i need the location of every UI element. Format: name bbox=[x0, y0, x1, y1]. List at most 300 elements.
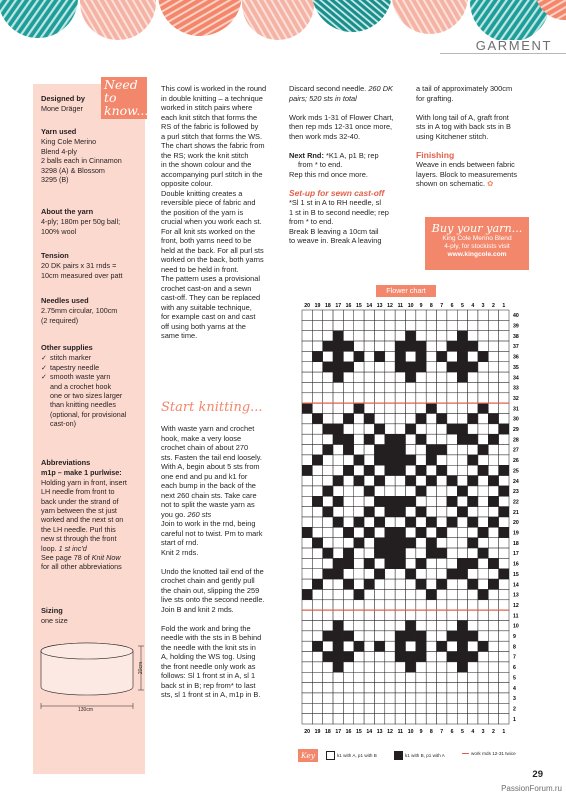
flower-chart bbox=[294, 297, 530, 749]
chart-cell bbox=[457, 703, 467, 713]
chart-cell bbox=[374, 331, 384, 341]
chart-cell bbox=[488, 558, 498, 568]
chart-cell bbox=[488, 652, 498, 662]
column-label: 11 bbox=[397, 303, 404, 309]
chart-cell bbox=[447, 652, 457, 662]
chart-cell bbox=[437, 527, 447, 537]
chart-cell bbox=[385, 476, 395, 486]
chart-cell bbox=[364, 393, 374, 403]
chart-cell bbox=[323, 714, 333, 724]
chart-cell bbox=[312, 693, 322, 703]
chart-cell bbox=[468, 310, 478, 320]
chart-cell bbox=[447, 558, 457, 568]
chart-cell bbox=[364, 621, 374, 631]
row-label: 28 bbox=[513, 437, 519, 444]
chart-cell bbox=[354, 476, 364, 486]
chart-cell bbox=[395, 341, 405, 351]
chart-cell bbox=[374, 476, 384, 486]
chart-cell bbox=[447, 672, 457, 682]
chart-cell bbox=[499, 476, 509, 486]
chart-cell bbox=[323, 579, 333, 589]
chart-cell bbox=[447, 631, 457, 641]
chart-cell bbox=[406, 569, 416, 579]
chart-cell bbox=[354, 403, 364, 413]
chart-cell bbox=[354, 331, 364, 341]
chart-cell bbox=[364, 362, 374, 372]
chart-cell bbox=[426, 672, 436, 682]
chart-cell bbox=[426, 693, 436, 703]
chart-cell bbox=[447, 414, 457, 424]
chart-cell bbox=[364, 672, 374, 682]
chart-cell bbox=[333, 476, 343, 486]
stockist-link[interactable]: www.kingcole.com bbox=[447, 251, 507, 258]
chart-cell bbox=[364, 641, 374, 651]
chart-cell bbox=[385, 331, 395, 341]
chart-cell bbox=[374, 496, 384, 506]
yarn-line: Blend 4-ply bbox=[41, 146, 77, 156]
chart-cell bbox=[312, 486, 322, 496]
chart-cell bbox=[416, 527, 426, 537]
chart-cell bbox=[406, 703, 416, 713]
chart-cell bbox=[447, 382, 457, 392]
text-line: Double knitting creates a bbox=[161, 188, 243, 198]
chart-cell bbox=[437, 496, 447, 506]
chart-cell bbox=[426, 414, 436, 424]
chart-cell bbox=[333, 569, 343, 579]
text-line: Undo the knotted tail end of the bbox=[161, 566, 264, 576]
chart-cell bbox=[323, 600, 333, 610]
chart-cell bbox=[354, 662, 364, 672]
chart-cell bbox=[478, 445, 488, 455]
chart-cell bbox=[437, 683, 447, 693]
text-line: reversible piece of fabric and bbox=[161, 198, 256, 207]
supply-label: smooth waste yarn bbox=[50, 372, 111, 382]
chart-cell bbox=[468, 558, 478, 568]
abbrev-result: 1 st inc'd bbox=[58, 543, 87, 553]
chart-cell bbox=[488, 631, 498, 641]
chart-cell bbox=[457, 548, 467, 558]
chart-cell bbox=[468, 496, 478, 506]
chart-cell bbox=[364, 538, 374, 548]
chart-cell bbox=[457, 445, 467, 455]
chart-cell bbox=[478, 558, 488, 568]
chart-cell bbox=[333, 714, 343, 724]
designer-name: Mone Dräger bbox=[41, 104, 83, 114]
chart-cell bbox=[499, 496, 509, 506]
text-line: to weave in. Break A leaving bbox=[289, 236, 382, 245]
chart-cell bbox=[488, 507, 498, 517]
text-line bbox=[289, 151, 415, 161]
chart-cell bbox=[426, 569, 436, 579]
chart-cell bbox=[468, 641, 478, 651]
chart-cell bbox=[312, 351, 322, 361]
chart-cell bbox=[374, 589, 384, 599]
chart-cell bbox=[364, 434, 374, 444]
chart-cell bbox=[395, 403, 405, 413]
chart-cell bbox=[406, 320, 416, 330]
chart-cell bbox=[488, 382, 498, 392]
chart-cell bbox=[395, 569, 405, 579]
about-line: 100% wool bbox=[41, 226, 77, 236]
chart-cell bbox=[302, 714, 312, 724]
chart-cell bbox=[499, 610, 509, 620]
chart-cell bbox=[457, 517, 467, 527]
chart-cell bbox=[385, 507, 395, 517]
chart-cell bbox=[312, 403, 322, 413]
row-label: 13 bbox=[513, 592, 519, 599]
chart-cell bbox=[406, 362, 416, 372]
chart-cell bbox=[395, 589, 405, 599]
chart-cell bbox=[488, 662, 498, 672]
chart-cell bbox=[364, 683, 374, 693]
chart-cell bbox=[437, 476, 447, 486]
chart-cell bbox=[468, 424, 478, 434]
chart-cell bbox=[426, 465, 436, 475]
chart-cell bbox=[395, 455, 405, 465]
chart-cell bbox=[478, 527, 488, 537]
text-line: the position of the yarn is bbox=[161, 207, 244, 217]
chart-cell bbox=[354, 527, 364, 537]
chart-cell bbox=[364, 714, 374, 724]
text-line: RS of the fabric is followed by bbox=[161, 122, 259, 131]
chart-cell bbox=[302, 579, 312, 589]
chart-cell bbox=[343, 579, 353, 589]
chart-cell bbox=[488, 465, 498, 475]
chart-cell bbox=[468, 703, 478, 713]
flower-icon: ✿ bbox=[487, 179, 494, 188]
chart-cell bbox=[333, 600, 343, 610]
other-supplies bbox=[41, 343, 145, 429]
chart-cell bbox=[302, 527, 312, 537]
chart-cell bbox=[468, 683, 478, 693]
column-label: 15 bbox=[356, 729, 362, 735]
chart-cell bbox=[499, 434, 509, 444]
chart-cell bbox=[437, 548, 447, 558]
chart-cell bbox=[395, 714, 405, 724]
supply-label: tapestry needle bbox=[50, 362, 100, 372]
text-line: cast-off. They can be replaced bbox=[161, 293, 261, 302]
chart-cell bbox=[488, 486, 498, 496]
column-label: 9 bbox=[419, 303, 423, 309]
chart-cell bbox=[395, 517, 405, 527]
chart-cell bbox=[478, 372, 488, 382]
row-label: 7 bbox=[513, 654, 516, 661]
chart-cell bbox=[406, 403, 416, 413]
chart-cell bbox=[312, 589, 322, 599]
chart-cell bbox=[447, 341, 457, 351]
chart-cell bbox=[374, 703, 384, 713]
chart-cell bbox=[312, 341, 322, 351]
chart-cell bbox=[385, 382, 395, 392]
chart-cell bbox=[416, 600, 426, 610]
chart-cell bbox=[354, 320, 364, 330]
chart-cell bbox=[333, 382, 343, 392]
chart-cell bbox=[468, 362, 478, 372]
chart-cell bbox=[333, 662, 343, 672]
chart-cell bbox=[457, 496, 467, 506]
chart-cell bbox=[478, 403, 488, 413]
chart-cell bbox=[333, 351, 343, 361]
chart-cell bbox=[343, 600, 353, 610]
chart-cell bbox=[302, 486, 312, 496]
chart-cell bbox=[323, 558, 333, 568]
chart-cell bbox=[499, 320, 509, 330]
chart-cell bbox=[457, 434, 467, 444]
chart-cell bbox=[426, 517, 436, 527]
chart-cell bbox=[406, 548, 416, 558]
chart-cell bbox=[323, 351, 333, 361]
chart-cell bbox=[374, 362, 384, 372]
text-line: in double knitting – a technique bbox=[161, 93, 263, 103]
chart-cell bbox=[343, 393, 353, 403]
chart-cell bbox=[478, 662, 488, 672]
key-label: k1 with B, p1 with A bbox=[405, 753, 445, 758]
row-label: 31 bbox=[513, 406, 519, 413]
chart-cell bbox=[354, 589, 364, 599]
abbrev-loop: loop. bbox=[41, 543, 57, 553]
chart-cell bbox=[385, 621, 395, 631]
chart-cell bbox=[406, 331, 416, 341]
chart-cell bbox=[323, 672, 333, 682]
chart-cell bbox=[406, 558, 416, 568]
supply-item bbox=[41, 353, 145, 362]
chart-cell bbox=[437, 672, 447, 682]
chart-cell bbox=[406, 693, 416, 703]
chart-cell bbox=[426, 476, 436, 486]
chart-cell bbox=[468, 538, 478, 548]
chart-cell bbox=[468, 652, 478, 662]
chart-cell bbox=[374, 320, 384, 330]
chart-cell bbox=[488, 331, 498, 341]
chart-cell bbox=[468, 631, 478, 641]
chart-cell bbox=[343, 424, 353, 434]
chart-cell bbox=[416, 341, 426, 351]
chart-cell bbox=[437, 652, 447, 662]
chart-cell bbox=[302, 507, 312, 517]
row-label: 15 bbox=[513, 571, 519, 578]
chart-cell bbox=[416, 465, 426, 475]
supply-extra: cast-on) bbox=[50, 419, 76, 429]
schematic-width: 130cm bbox=[78, 707, 94, 713]
text-line: Fold the work and bring the bbox=[161, 623, 251, 633]
text-line: follows: Sl 1 front st in A, sl 1 bbox=[161, 671, 256, 680]
chart-cell bbox=[457, 600, 467, 610]
chart-cell bbox=[395, 548, 405, 558]
chart-cell bbox=[374, 652, 384, 662]
chart-cell bbox=[488, 403, 498, 413]
chart-cell bbox=[447, 517, 457, 527]
chart-cell bbox=[416, 445, 426, 455]
section-tag: GARMENT bbox=[475, 38, 552, 53]
chart-cell bbox=[416, 631, 426, 641]
chart-cell bbox=[488, 641, 498, 651]
column-label: 6 bbox=[450, 729, 454, 735]
chart-cell bbox=[488, 548, 498, 558]
text-line: the front needle only work as bbox=[161, 661, 256, 671]
chart-cell bbox=[333, 372, 343, 382]
text-line: crochet chain of about 270 bbox=[161, 443, 249, 452]
chart-cell bbox=[302, 558, 312, 568]
chart-cell bbox=[385, 714, 395, 724]
chart-cell bbox=[437, 621, 447, 631]
chart-cell bbox=[385, 455, 395, 465]
chart-cell bbox=[447, 589, 457, 599]
chart-cell bbox=[312, 714, 322, 724]
row-label: 38 bbox=[513, 333, 519, 340]
chart-cell bbox=[499, 455, 509, 465]
chart-cell bbox=[499, 382, 509, 392]
chart-cell bbox=[385, 558, 395, 568]
chart-cell bbox=[364, 382, 374, 392]
row-label: 9 bbox=[513, 634, 516, 641]
chart-cell bbox=[416, 558, 426, 568]
schematic-height: 20cm bbox=[138, 661, 145, 675]
chart-cell bbox=[468, 351, 478, 361]
chart-cell bbox=[488, 714, 498, 724]
chart-cell bbox=[333, 445, 343, 455]
chart-cell bbox=[499, 589, 509, 599]
chart-cell bbox=[478, 362, 488, 372]
chart-cell bbox=[426, 683, 436, 693]
chart-cell bbox=[302, 631, 312, 641]
row-label: 20 bbox=[513, 520, 519, 527]
chart-cell bbox=[499, 507, 509, 517]
chart-cell bbox=[333, 517, 343, 527]
chart-cell bbox=[302, 424, 312, 434]
chart-cell bbox=[354, 652, 364, 662]
chart-cell bbox=[447, 434, 457, 444]
chart-cell bbox=[343, 693, 353, 703]
column-label: 8 bbox=[429, 729, 433, 735]
chart-cell bbox=[354, 445, 364, 455]
chart-cell bbox=[447, 527, 457, 537]
chart-cell bbox=[343, 558, 353, 568]
chart-cell bbox=[499, 362, 509, 372]
chart-cell bbox=[374, 527, 384, 537]
sizing-heading: Sizing bbox=[41, 606, 63, 615]
chart-cell bbox=[457, 714, 467, 724]
chart-cell bbox=[437, 445, 447, 455]
chart-cell bbox=[426, 341, 436, 351]
chart-cell bbox=[406, 672, 416, 682]
chart-cell bbox=[499, 548, 509, 558]
chart-cell bbox=[302, 310, 312, 320]
chart-cell bbox=[323, 455, 333, 465]
text-line: a purl stitch that forms the WS. bbox=[161, 131, 263, 141]
chart-cell bbox=[323, 465, 333, 475]
chart-cell bbox=[457, 652, 467, 662]
chart-cell bbox=[312, 372, 322, 382]
row-label: 4 bbox=[513, 685, 516, 692]
text-line: from * to end. bbox=[289, 217, 334, 226]
chart-cell bbox=[447, 393, 457, 403]
chart-cell bbox=[302, 320, 312, 330]
chart-cell bbox=[447, 600, 457, 610]
chart-cell bbox=[406, 434, 416, 444]
chart-cell bbox=[354, 362, 364, 372]
chart-cell bbox=[395, 527, 405, 537]
chart-cell bbox=[406, 631, 416, 641]
chart-cell bbox=[468, 548, 478, 558]
chart-cell bbox=[364, 589, 374, 599]
pair-count: 260 DK bbox=[368, 84, 393, 93]
row-label: 33 bbox=[513, 385, 519, 392]
chart-cell bbox=[374, 434, 384, 444]
chart-cell bbox=[385, 496, 395, 506]
chart-cell bbox=[374, 372, 384, 382]
chart-cell bbox=[457, 507, 467, 517]
chart-cell bbox=[302, 496, 312, 506]
chart-cell bbox=[323, 610, 333, 620]
chart-cell bbox=[426, 486, 436, 496]
sizing bbox=[41, 606, 145, 626]
chart-cell bbox=[385, 672, 395, 682]
chart-key bbox=[298, 749, 530, 763]
chart-cell bbox=[333, 486, 343, 496]
chart-cell bbox=[364, 341, 374, 351]
chart-cell bbox=[374, 507, 384, 517]
chart-cell bbox=[447, 621, 457, 631]
chart-cell bbox=[333, 683, 343, 693]
chart-cell bbox=[312, 517, 322, 527]
yarn-used-heading: Yarn used bbox=[41, 127, 77, 136]
chart-cell bbox=[395, 362, 405, 372]
repeat-line-icon bbox=[462, 753, 469, 754]
chart-cell bbox=[478, 455, 488, 465]
text-line: the needle with the knit sts in bbox=[161, 642, 256, 652]
chart-cell bbox=[354, 610, 364, 620]
chart-cell bbox=[437, 455, 447, 465]
chart-cell bbox=[323, 372, 333, 382]
chart-cell bbox=[468, 465, 478, 475]
text-line: Work mds 1-31 of Flower Chart, bbox=[289, 112, 394, 122]
chart-cell bbox=[395, 662, 405, 672]
chart-cell bbox=[385, 393, 395, 403]
chart-cell bbox=[385, 703, 395, 713]
chart-cell bbox=[364, 569, 374, 579]
column-start bbox=[161, 424, 285, 700]
chart-cell bbox=[323, 517, 333, 527]
chart-cell bbox=[406, 455, 416, 465]
chart-cell bbox=[416, 548, 426, 558]
chart-cell bbox=[312, 600, 322, 610]
chart-cell bbox=[488, 703, 498, 713]
chart-cell bbox=[426, 310, 436, 320]
chart-cell bbox=[354, 714, 364, 724]
chart-cell bbox=[437, 362, 447, 372]
chart-cell bbox=[457, 331, 467, 341]
chart-cell bbox=[343, 548, 353, 558]
watermark: PassionForum.ru bbox=[501, 784, 562, 793]
chart-cell bbox=[374, 393, 384, 403]
chart-cell bbox=[312, 527, 322, 537]
chart-cell bbox=[468, 517, 478, 527]
column-label: 17 bbox=[335, 729, 342, 735]
chart-cell bbox=[457, 393, 467, 403]
chart-cell bbox=[416, 403, 426, 413]
check-icon: ✓ bbox=[41, 372, 48, 382]
chart-cell bbox=[457, 538, 467, 548]
stitch-count: 260 sts bbox=[187, 509, 212, 519]
chart-cell bbox=[354, 579, 364, 589]
chart-cell bbox=[437, 714, 447, 724]
chart-cell bbox=[426, 538, 436, 548]
chart-cell bbox=[447, 372, 457, 382]
column-label: 14 bbox=[366, 303, 373, 309]
chart-cell bbox=[385, 372, 395, 382]
chart-cell bbox=[343, 527, 353, 537]
chart-cell bbox=[395, 372, 405, 382]
